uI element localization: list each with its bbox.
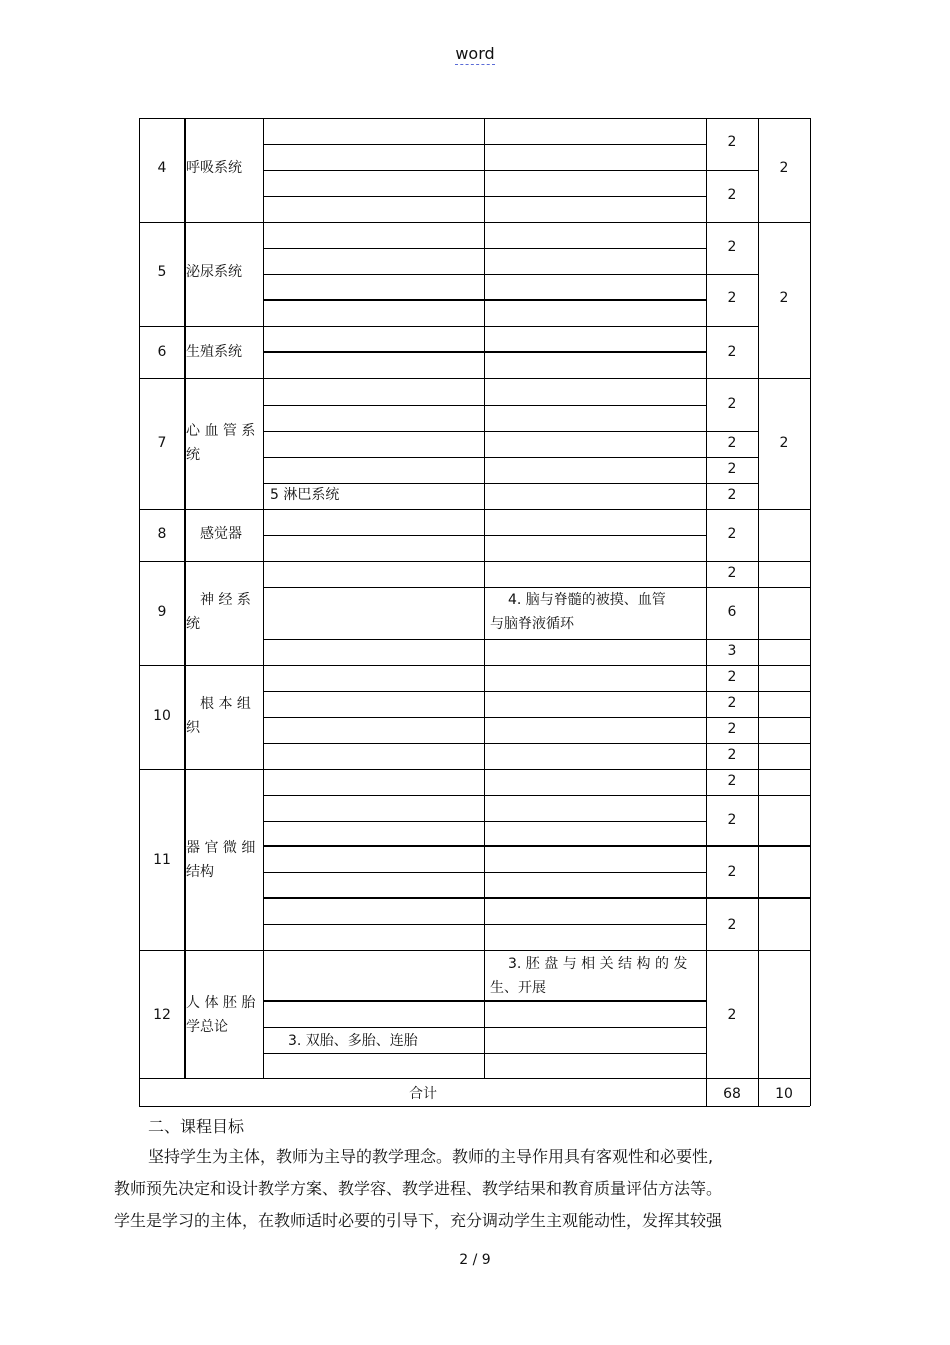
system-name: 泌尿系统 <box>186 264 242 280</box>
hours-cell: 2 <box>727 290 737 306</box>
row-number: 4 <box>157 160 167 176</box>
system-name-line2: 统 <box>186 447 200 463</box>
hours-cell: 2 <box>727 864 737 880</box>
hours-cell: 2 <box>727 134 737 150</box>
paragraph-line: 坚持学生为主体，教师为主导的教学理念。教师的主导作用具有客观性和必要性, <box>148 1147 714 1166</box>
system-name-line2: 织 <box>186 720 200 736</box>
system-name-line2: 结构 <box>186 864 214 880</box>
hours-cell: 2 <box>727 812 737 828</box>
hours-cell: 2 <box>727 773 737 789</box>
hours-cell: 2 <box>727 435 737 451</box>
section-heading: 二、课程目标 <box>148 1117 245 1136</box>
hours-cell: 6 <box>727 604 737 620</box>
system-name-line2: 学总论 <box>186 1019 228 1035</box>
hours-cell: 2 <box>727 721 737 737</box>
total-hours-b: 10 <box>775 1086 793 1102</box>
content-item-line1: 3. 胚 盘 与 相 关 结 构 的 发 <box>508 956 688 972</box>
hours-cell: 2 <box>727 917 737 933</box>
system-name: 感觉器 <box>200 526 242 542</box>
system-name-line1: 心 血 管 系 <box>186 423 256 439</box>
content-item-line2: 与脑脊液循环 <box>490 616 574 632</box>
hours-cell: 2 <box>727 695 737 711</box>
hours-cell: 2 <box>779 290 789 306</box>
row-number: 11 <box>153 852 171 868</box>
hours-cell: 2 <box>727 565 737 581</box>
hours-cell: 2 <box>727 187 737 203</box>
hours-cell: 2 <box>779 435 789 451</box>
hours-cell: 2 <box>779 160 789 176</box>
content-item-line1: 4. 脑与脊髓的被摸、血管 <box>508 592 666 608</box>
total-label: 合计 <box>409 1086 437 1102</box>
row-number: 5 <box>157 264 167 280</box>
page-number: 2 / 9 <box>459 1252 491 1268</box>
system-name-line1: 器 官 微 细 <box>186 840 256 856</box>
row-number: 7 <box>157 435 167 451</box>
system-name-line2: 统 <box>186 616 200 632</box>
system-name: 生殖系统 <box>186 344 242 360</box>
hours-cell: 2 <box>727 747 737 763</box>
paragraph-line: 学生是学习的主体，在教师适时必要的引导下，充分调动学生主观能动性，发挥其较强 <box>114 1211 723 1230</box>
system-name-line1: 神 经 系 <box>200 592 251 608</box>
row-number: 9 <box>157 604 167 620</box>
content-item: 3. 双胎、多胎、连胎 <box>288 1033 418 1049</box>
hours-cell: 2 <box>727 1007 737 1023</box>
header-title: word <box>455 44 495 63</box>
total-hours-a: 68 <box>723 1086 741 1102</box>
content-item: 5 淋巴系统 <box>270 487 340 503</box>
hours-cell: 2 <box>727 461 737 477</box>
hours-cell: 2 <box>727 487 737 503</box>
system-name-line1: 根 本 组 <box>200 696 251 712</box>
content-item-line2: 生、开展 <box>490 980 546 996</box>
hours-cell: 3 <box>727 643 737 659</box>
row-number: 8 <box>157 526 167 542</box>
hours-cell: 2 <box>727 396 737 412</box>
row-number: 10 <box>153 708 171 724</box>
system-name-line1: 人 体 胚 胎 <box>186 995 256 1011</box>
hours-cell: 2 <box>727 239 737 255</box>
system-name: 呼吸系统 <box>186 160 242 176</box>
hours-cell: 2 <box>727 669 737 685</box>
row-number: 6 <box>157 344 167 360</box>
hours-cell: 2 <box>727 344 737 360</box>
hours-cell: 2 <box>727 526 737 542</box>
paragraph-line: 教师预先决定和设计教学方案、教学容、教学进程、教学结果和教育质量评估方法等。 <box>114 1179 723 1198</box>
row-number: 12 <box>153 1007 171 1023</box>
